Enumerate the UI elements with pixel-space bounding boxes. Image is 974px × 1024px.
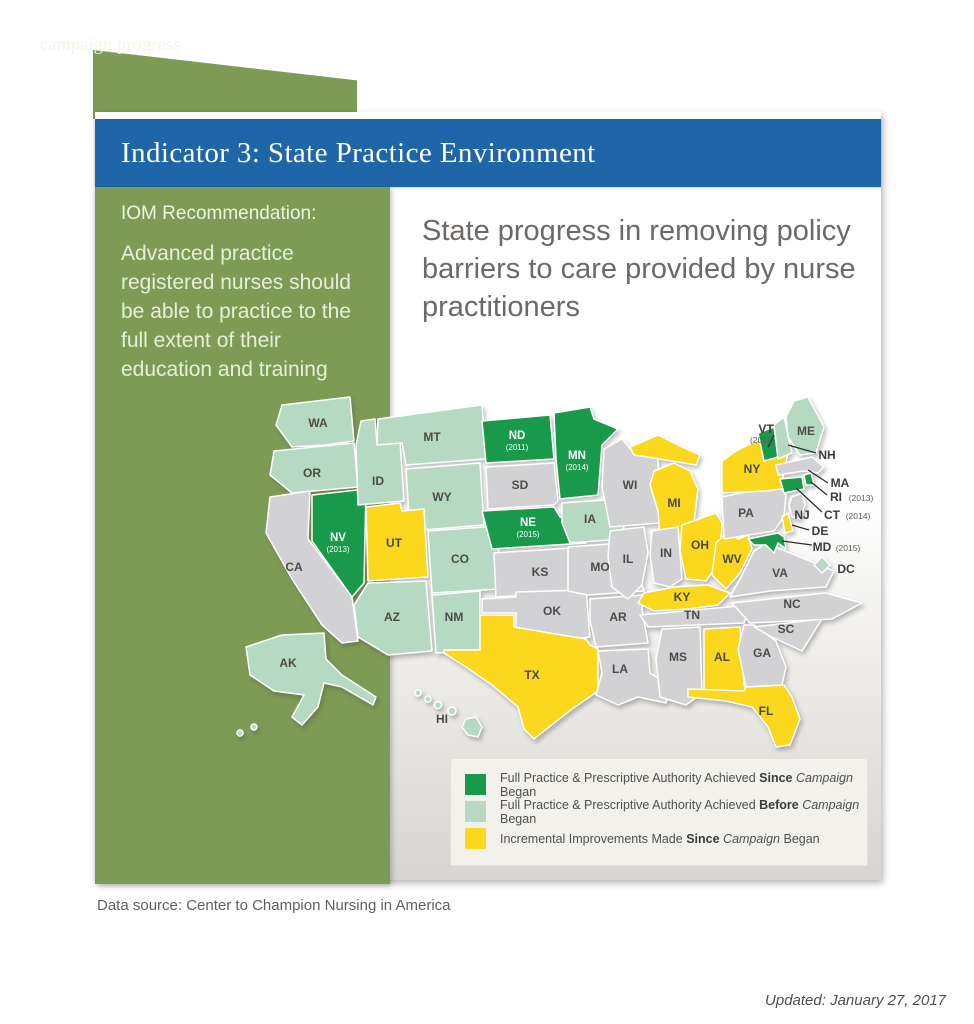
state-IL-label: IL — [622, 552, 634, 566]
header-bar — [95, 119, 881, 187]
callout-CT-year: (2014) — [845, 511, 871, 521]
state-ND-label: ND — [508, 430, 526, 442]
state-AK — [246, 633, 376, 725]
legend-text-pre: Incremental Improvements Made — [500, 831, 687, 846]
legend-text-post: Began — [500, 784, 537, 799]
legend-swatch-incremental — [465, 828, 486, 849]
callout-NH-label: NH — [818, 448, 836, 462]
state-WA-label: WA — [308, 416, 328, 430]
state-MI-label: MI — [667, 496, 681, 510]
state-HI-island — [425, 696, 431, 702]
legend-swatch-before — [465, 801, 486, 822]
callout-line-MD — [782, 541, 812, 545]
state-OH-label: OH — [691, 538, 709, 552]
state-HI-island — [415, 690, 421, 696]
legend-text-post: Began — [500, 811, 537, 826]
state-AR-label: AR — [609, 610, 627, 624]
map-headline: State progress in removing policy barriers to care provided by nurse practitioners — [422, 215, 856, 323]
state-KS-label: KS — [531, 565, 549, 579]
callout-RI-label: RI — [830, 490, 842, 504]
state-IA-label: IA — [584, 512, 596, 526]
state-NE-label: NE — [520, 517, 536, 529]
callout-CT-label: CT — [824, 508, 840, 522]
map-legend — [450, 758, 868, 866]
legend-text-bold: Since — [759, 770, 793, 785]
callout-MD-year: (2015) — [835, 543, 861, 553]
updated-date: Updated: January 27, 2017 — [765, 992, 946, 1009]
callout-RI-year: (2013) — [848, 493, 874, 503]
state-IN-label: IN — [660, 546, 672, 560]
state-CO-label: CO — [451, 552, 469, 566]
callout-line-DE — [792, 525, 809, 530]
state-SC-label: SC — [777, 622, 795, 636]
state-CT — [780, 477, 804, 493]
legend-row-before — [465, 798, 867, 825]
state-MO-label: MO — [590, 560, 610, 574]
state-NE-year: (2015) — [516, 530, 540, 539]
state-WY-label: WY — [432, 490, 452, 504]
legend-label-incremental — [500, 832, 820, 846]
campaign-progress-tab — [93, 50, 357, 119]
legend-text-pre: Full Practice & Prescriptive Authority Achieved — [500, 797, 760, 812]
state-AK-island — [237, 730, 243, 736]
callout-MD-label: MD — [812, 540, 832, 554]
data-source-note: Data source: Center to Champion Nursing in America — [97, 897, 451, 914]
state-ID-label: ID — [372, 474, 384, 488]
legend-row-since — [465, 771, 867, 798]
legend-label-since — [500, 771, 867, 799]
state-LA-label: LA — [612, 662, 628, 676]
state-NY-label: NY — [743, 462, 761, 476]
state-HI-label: HI — [436, 712, 448, 726]
legend-row-incremental — [465, 825, 867, 852]
legend-swatch-since — [465, 774, 486, 795]
state-UT-label: UT — [386, 536, 402, 550]
state-NV-label: NV — [330, 532, 346, 544]
callout-NJ-label: NJ — [794, 508, 810, 522]
state-HI — [462, 717, 482, 737]
state-WI-label: WI — [622, 478, 638, 492]
legend-text-italic: Campaign — [798, 797, 860, 812]
state-ME-label: ME — [797, 424, 815, 438]
state-NC-label: NC — [783, 597, 801, 611]
callout-DC-label: DC — [837, 562, 855, 576]
legend-label-before — [500, 798, 867, 826]
legend-text-italic: Campaign — [792, 770, 853, 785]
state-MN-year: (2014) — [565, 463, 589, 472]
sidebar-heading: IOM Recommendation: — [121, 203, 317, 224]
state-NM-label: NM — [444, 610, 464, 624]
legend-text-pre: Full Practice & Prescriptive Authority Achieved — [500, 770, 760, 785]
state-MN-label: MN — [568, 450, 586, 462]
state-OK-label: OK — [543, 604, 561, 618]
state-VA-label: VA — [772, 566, 788, 580]
state-NV-year: (2013) — [326, 545, 350, 554]
state-KY-label: KY — [673, 590, 691, 604]
state-PA-label: PA — [738, 506, 754, 520]
callout-MA-label: MA — [830, 476, 850, 490]
state-FL — [688, 685, 800, 747]
state-MT-label: MT — [423, 430, 441, 444]
state-MS-label: MS — [669, 650, 687, 664]
legend-text-bold: Before — [759, 797, 799, 812]
state-AZ-label: AZ — [384, 610, 400, 624]
state-ND-year: (2011) — [505, 443, 529, 452]
state-TX-label: TX — [524, 668, 540, 682]
state-AL-label: AL — [714, 650, 730, 664]
state-AK-label: AK — [279, 656, 297, 670]
tab-label: campaign progress — [40, 34, 181, 54]
sidebar-body-text: Advanced practice registered nurses should be able to practice to the full extent of their education and training — [121, 242, 351, 381]
legend-text-italic: Campaign — [719, 831, 781, 846]
state-SD-label: SD — [511, 478, 529, 492]
state-HI-island — [448, 707, 456, 715]
state-CA-label: CA — [285, 560, 303, 574]
page-title: Indicator 3: State Practice Environment — [121, 136, 596, 169]
legend-text-bold: Since — [686, 831, 720, 846]
legend-text-post: Began — [780, 831, 820, 846]
state-TN-label: TN — [684, 608, 700, 622]
callout-DE-label: DE — [811, 524, 829, 538]
callout-line-RI — [811, 482, 827, 495]
state-OR-label: OR — [303, 466, 321, 480]
state-AK-island — [251, 724, 257, 730]
state-FL-label: FL — [758, 704, 774, 718]
state-GA-label: GA — [753, 646, 771, 660]
callout-VT-year: (2011) — [750, 435, 774, 445]
state-WV-label: WV — [722, 552, 742, 566]
state-HI-island — [435, 702, 442, 709]
callout-VT-label: VT — [758, 422, 774, 436]
us-choropleth-map — [230, 393, 880, 778]
